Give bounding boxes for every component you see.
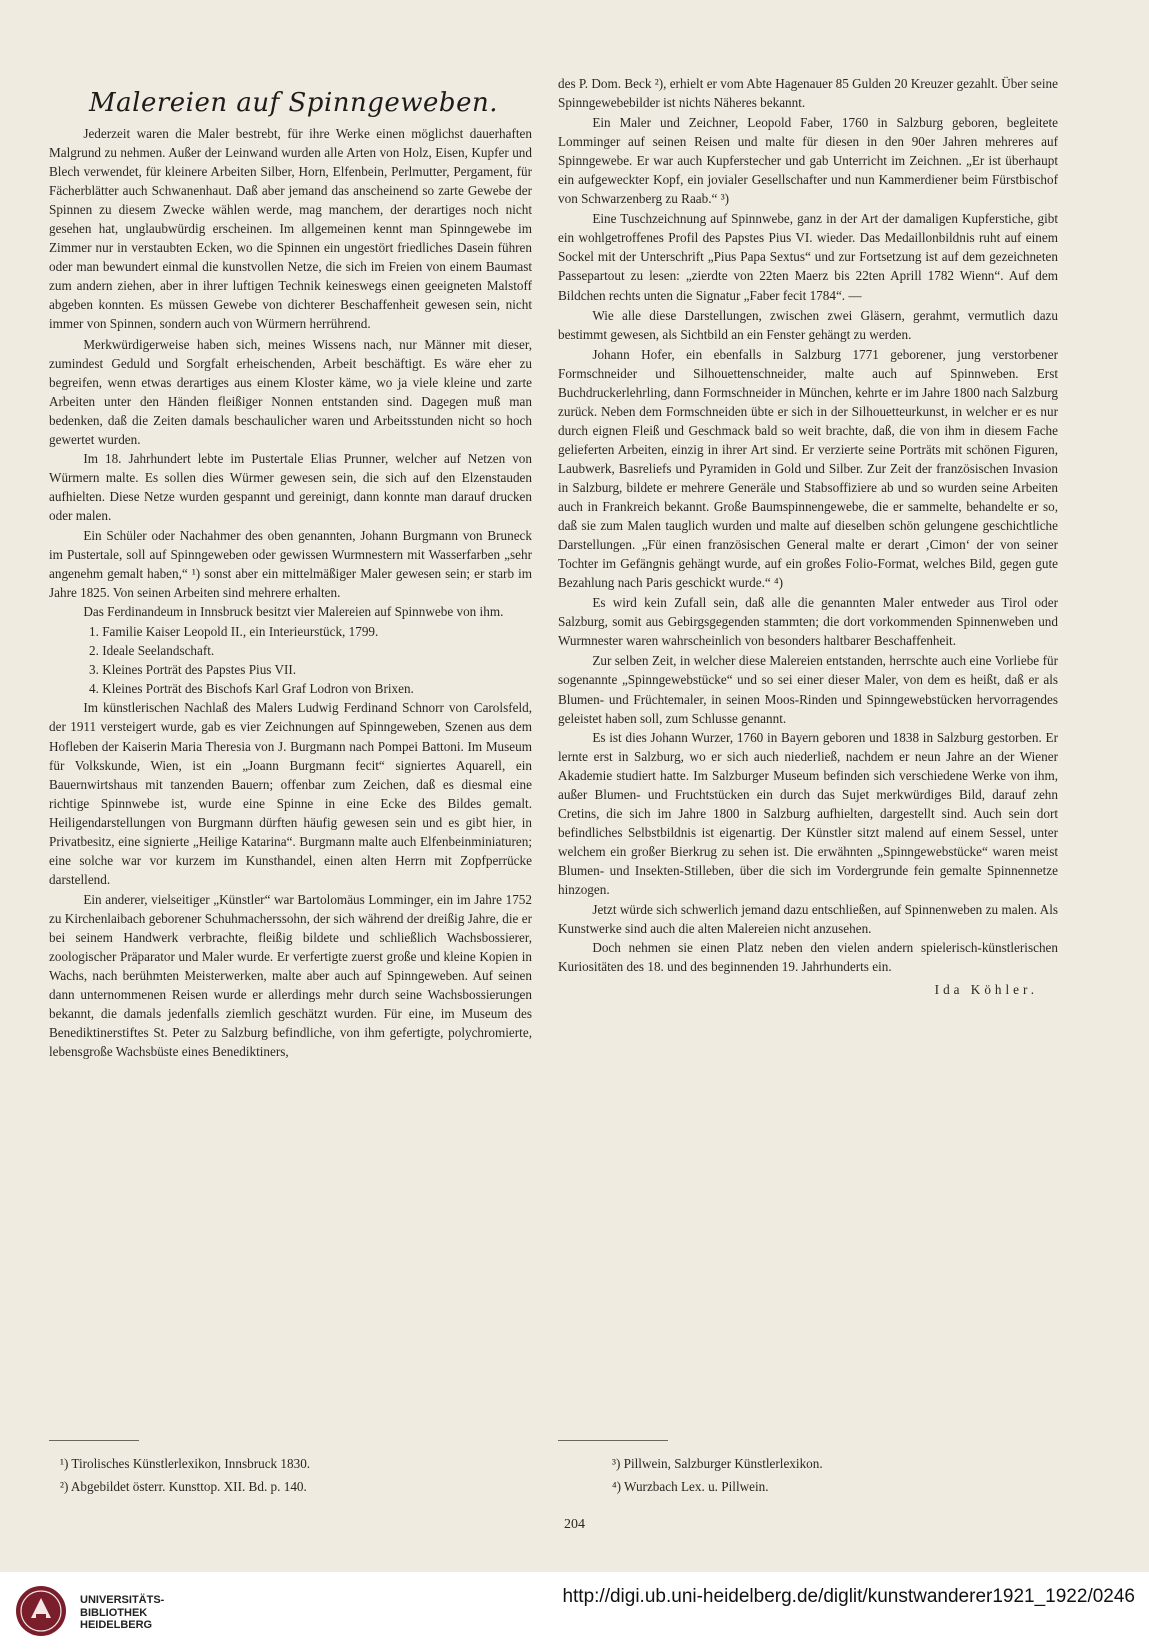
library-name: UNIVERSITÄTS- BIBLIOTHEK HEIDELBERG (80, 1594, 165, 1631)
paragraph: Ein Maler und Zeichner, Leopold Faber, 1760 in Salzburg geboren, begleitete Lomminger auf seinen Reisen und malte für diesen in den 90er Jahren mehreres auf Spinngewebe. Er war auch Kupferstecher und gab Unterricht im Zeichnen. „Er ist überhaupt ein aufgeweckter Kopf, ein jovialer Gesellschafter und nun Kammerdiener beim Fürstbischof von Schwarzenberg zu Raab.“ ³) (558, 115, 1058, 207)
footnote-rule-right (558, 1440, 668, 1441)
paragraph: Merkwürdigerweise haben sich, meines Wissens nach, nur Männer mit dieser, zumindest Geduld und Sorgfalt erheischenden, Arbeit beschäftigt. Es wäre eher zu begreifen, wenn etwas derartiges aus einem Kloster käme, wo ja viele kleine und zarte Arbeiten unter den Händen fleißiger Nonnen entstanden sind. Dagegen muß man bedenken, daß die Zeiten damals beschaulicher waren und Arbeitsstunden nicht so hoch gewertet wurden. (49, 336, 532, 447)
paragraph: Jederzeit waren die Maler bestrebt, für ihre Werke einen möglichst dauerhaften Malgrund zu nehmen. Außer der Leinwand wurden alle Arten von Holz, Eisen, Kupfer und Blech verwendet, für kleinere Arbeiten Silber, Horn, Elfenbein, Perlmutter, Pergament, für Fächerblätter auch Schwanenhaut. Daß aber jemand das anscheinend so zarte Gewebe der Spinnen zu diesem Zwecke wählen werde, mag manchem, der derartiges noch nicht gesehen hat, unglaubwürdig erscheinen. Im allgemeinen kennt man Spinngewebe im Zimmer nur in verstaubten Ecken, wo die Spinnen ein ungestört friedliches Dasein führen oder man bewundert einmal die kunstvollen Netze, die sich im Freien von einem Baumast zum andern ziehen, aber in ihrer luftigen Technik keineswegs einen geeigneten Malstoff abgeben konnten. Es müssen Gewebe von dichterer Beschaffenheit gewesen sein, nicht immer von Spinnen, sondern auch von Würmern herrührend. (49, 126, 532, 332)
painting-list (49, 622, 532, 698)
paragraph: Im künstlerischen Nachlaß des Malers Ludwig Ferdinand Schnorr von Carolsfeld, der 1911 versteigert wurde, gab es vier Zeichnungen auf Spinngeweben, Szenen aus dem Hofleben der Kaiserin Maria Theresia von J. Burgmann nach Pompei Battoni. Im Museum für Volkskunde, Wien, ist ein „Joann Burgmann fecit“ signiertes Aquarell, ein Bauernwirtshaus mit tanzenden Bauern; offenbar zum Zeichen, daß es diesmal eine richtige Spinnwebe ist, wurde eine Spinne in eine Ecke des Bildes gemalt. Heiligendarstellungen von Burgmann dürften häufig gewesen sein und es gibt hier, in Privatbesitz, eine signierte „Heilige Katarina“. Burgmann malte auch Elfenbeinminiaturen; eine solche war vor kurzem im Kunsthandel, einen alten Herrn mit Zopfperrücke darstellend. (49, 700, 532, 887)
footnotes-left (60, 1452, 310, 1498)
footnote: ⁴) Wurzbach Lex. u. Pillwein. (612, 1479, 769, 1494)
paragraph: Zur selben Zeit, in welcher diese Malereien entstanden, herrschte auch eine Vorliebe für sogenannte „Spinngewebstücke“ und so sei einer dieser Maler, von dem es heißt, daß er als Blumen- und Früchtemaler, in seinen Moos-Rinden und Spinngewebstücken hervorragendes geleistet haben soll, zum Schlusse genannt. (558, 653, 1058, 726)
list-item: 1. Familie Kaiser Leopold II., ein Interieurstück, 1799. (89, 624, 379, 640)
paragraph: Eine Tuschzeichnung auf Spinnwebe, ganz in der Art der damaligen Kupferstiche, gibt ein wohlgetroffenes Profil des Papstes Pius VI. wieder. Das Medaillonbildnis ruht auf einem Sockel mit der Unterschrift „Pius Papa Sextus“ und zur Fortsetzung ist auf dem gezeichneten Passepartout zu lesen: „zierdte von 22ten Maerz bis 22ten Aprill 1782 Wienn“. Auf dem Bildchen rechts unten die Signatur „Faber fecit 1784“. — (558, 211, 1058, 303)
list-item: 3. Kleines Porträt des Papstes Pius VII. (89, 662, 297, 678)
paragraph: des P. Dom. Beck ²), erhielt er vom Abte Hagenauer 85 Gulden 20 Kreuzer gezahlt. Über seine Spinngewebebilder ist nichts Näheres bekannt. (558, 76, 1058, 111)
right-column (558, 74, 1058, 999)
footnote: ²) Abgebildet österr. Kunsttop. XII. Bd. p. 140. (60, 1479, 307, 1494)
footnote: ³) Pillwein, Salzburger Künstlerlexikon. (612, 1456, 823, 1471)
paragraph: Es wird kein Zufall sein, daß alle die genannten Maler entweder aus Tirol oder Salzburg, somit aus Gebirgsgegenden stammten; die dort vorkommenden Spinnenweben und Wurmnester waren wahrscheinlich von besonders haltbarer Beschaffenheit. (558, 595, 1058, 649)
paragraph: Doch nehmen sie einen Platz neben den vielen andern spielerisch-künstlerischen Kuriositäten des 18. und des beginnenden 19. Jahrhunderts ein. (558, 940, 1058, 975)
list-item: 2. Ideale Seelandschaft. (89, 643, 215, 659)
source-url[interactable]: http://digi.ub.uni-heidelberg.de/diglit/kunstwanderer1921_1922/0246 (562, 1586, 1135, 1607)
footnote-rule-left (49, 1440, 139, 1441)
paragraph: Es ist dies Johann Wurzer, 1760 in Bayern geboren und 1838 in Salzburg gestorben. Er lernte erst in Salzburg, wo er sich auch niederließ, nachdem er neun Jahre an der Wiener Akademie studiert hatte. Im Salzburger Museum befinden sich verschiedene Werke von ihm, außer Blumen- und Fruchtstücken ein durch das Sujet merkwürdiges Bild, darauf zehn Cretins, die sich im Jahre 1800 in Salzburg aufhielten, dargestellt sind. Auch sein dort befindliches Selbstbildnis ist eigenartig. Der Künstler sitzt malend auf einem Sessel, unter welchem ein großer Bierkrug zu sehen ist. Die erwähnten „Spinngewebstücke“ waren meist Blumen- und Insekten-Stilleben, über die sich im Vordergrunde fein gemalte Spinnennetze hinzogen. (558, 729, 1058, 897)
list-item: 4. Kleines Porträt des Bischofs Karl Graf Lodron von Brixen. (89, 681, 414, 697)
footnote: ¹) Tirolisches Künstlerlexikon, Innsbruck 1830. (60, 1456, 311, 1471)
paragraph: Im 18. Jahrhundert lebte im Pustertale Elias Prunner, welcher auf Netzen von Würmern malte. Es sollen dies Würmer gewesen sein, die sich auf den Elzenstauden aufhielten. Diese Netze wurden gespannt und gereinigt, dann konnte man darauf drucken oder malen. (49, 450, 532, 523)
university-seal-icon (14, 1584, 68, 1638)
author-signature: Ida Köhler. (934, 982, 1038, 998)
paragraph: Das Ferdinandeum in Innsbruck besitzt vier Malereien auf Spinnwebe von ihm. (83, 604, 504, 620)
library-footer (0, 1572, 1149, 1652)
paragraph: Jetzt würde sich schwerlich jemand dazu entschließen, auf Spinnenweben zu malen. Als Kunstwerke sind auch die alten Malereien nicht anzusehen. (558, 902, 1058, 937)
article-title: Malereien auf Spinngeweben. (89, 88, 498, 118)
paragraph: Ein Schüler oder Nachahmer des oben genannten, Johann Burgmann von Bruneck im Pustertale, soll auf Spinngeweben oder gewissen Wurmnestern mit Wasserfarben „sehr angenehm gemalt haben,“ ¹) sonst aber ein mittelmäßiger Maler gewesen sein; er starb im Jahre 1825. Von seinen Arbeiten sind mehrere erhalten. (49, 527, 532, 601)
paragraph: Wie alle diese Darstellungen, zwischen zwei Gläsern, gerahmt, vermutlich dazu bestimmt gewesen, als Sichtbild an ein Fenster gehängt zu werden. (558, 307, 1058, 342)
paragraph: Ein anderer, vielseitiger „Künstler“ war Bartolomäus Lomminger, ein im Jahre 1752 zu Kirchenlaibach geborener Schuhmacherssohn, der sich während der dreißig Jahre, die er bei seinem Handwerk verbrachte, fleißig bildete und schließlich Wachsbossierer, zoologischer Präparator und Maler wurde. Er verfertigte zuerst große und kleine Kopien in Wachs, nach berühmten Meisterwerken, malte aber auch auf Spinngeweben. Auf seinen dann unternommenen Reisen wurde er allerdings mehr durch seine Wachsbossierungen bekannt, die damals jedenfalls ziemlich geschätzt wurden. Für eine, im Museum des Benediktinerstiftes St. Peter zu Salzburg befindliche, von ihm gefertigte, polychromierte, lebensgroße Wachsbüste eines Benediktiners, (49, 891, 532, 1060)
page-number: 204 (564, 1517, 585, 1532)
paragraph: Johann Hofer, ein ebenfalls in Salzburg 1771 geborener, jung verstorbener Formschneider und Silhouettenschneider, malte auch auf Spinnweben. Erst Buchdruckerlehrling, dann Formschneider in München, kehrte er im Jahre 1800 nach Salzburg zurück. Neben dem Formschneiden übte er sich in der Silhouetteurkunst, in welcher er es nur durch eignen Fleiß und Geschmack bald so weit brachte, daß, die von ihm in diesem Fache gelieferten Arbeiten, einzig in ihrer Art sind. Er verzierte seine Porträts mit schönen Figuren, Laubwerk, Basreliefs und Pyramiden in Gold und Silber. Zur Zeit der französischen Invasion in Salzburg, bildete er mehrere Generäle und Stabsoffiziere ab und so wurden seine Arbeiten auch in Frankreich bekannt. Große Baumspinnengewebe, die er sammelte, behandelte er so, daß sie zum Malen tauglich wurden und malte auf dieselben schön gelungene geschichtliche Darstellungen. „Für einen französischen General malte er derart ‚Cimon‘ der von seiner Tochter im Gefängnis gehängt wurde, auf ein großes Folio-Format, welches Bild, gegen gute Bezahlung nach Paris geschickt wurde.“ ⁴) (558, 346, 1058, 591)
footnotes-right (612, 1452, 823, 1498)
left-column (49, 74, 532, 1061)
